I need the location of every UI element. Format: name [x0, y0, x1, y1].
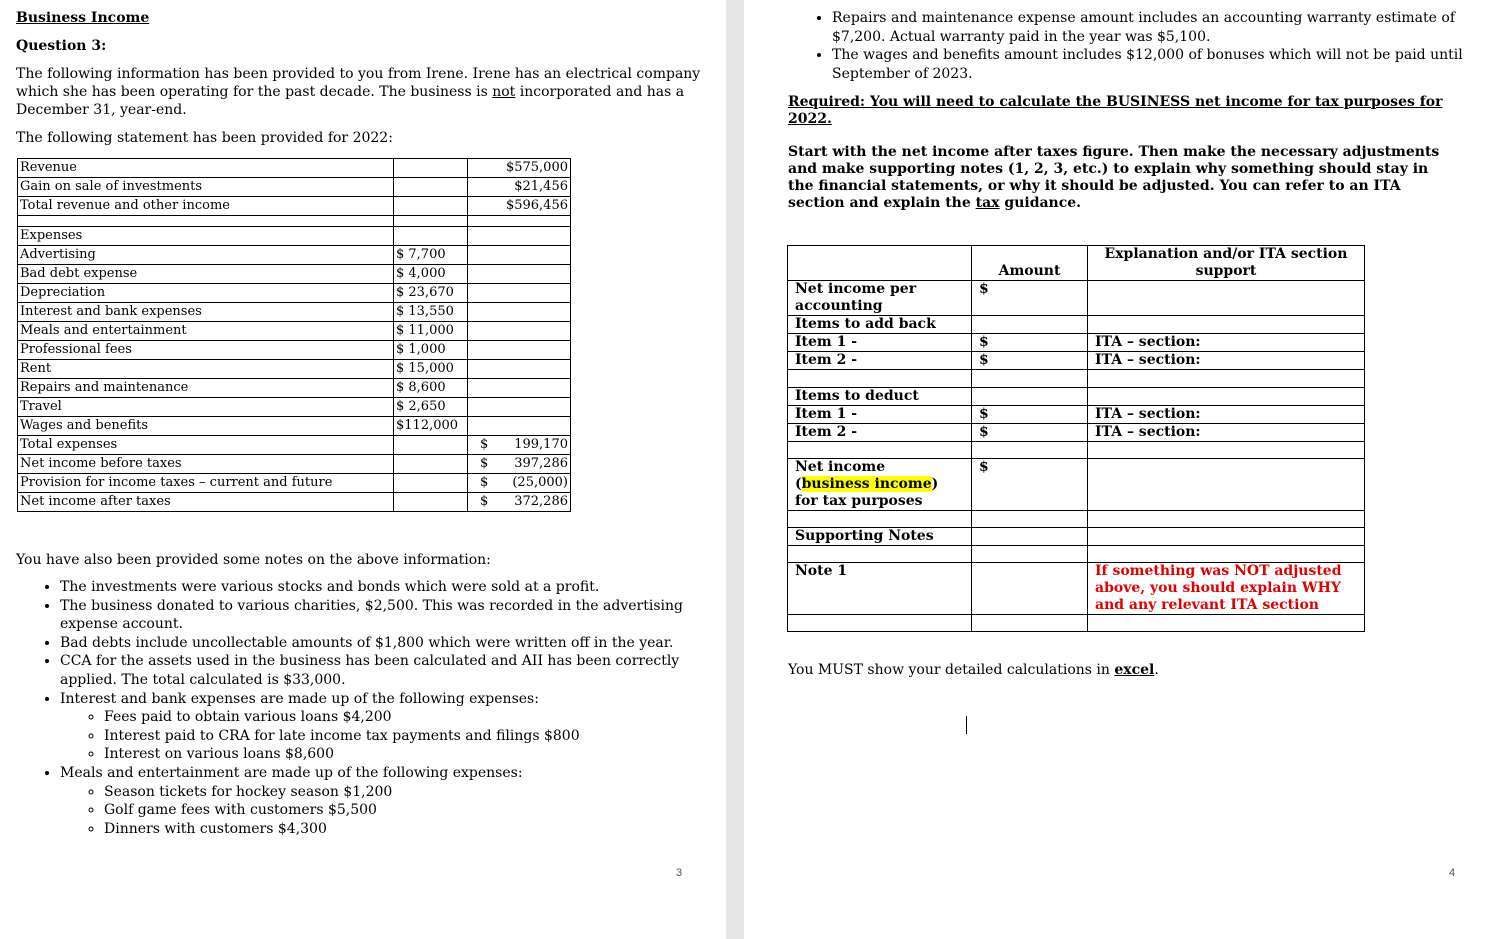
- row-label: Net income before taxes: [18, 455, 394, 474]
- table-row: [18, 436, 571, 455]
- table-row: [788, 316, 1365, 334]
- row-label: Bad debt expense: [18, 265, 394, 284]
- instructions-text: Start with the net income after taxes figure. Then make the necessary adjustments and make supporting notes (1, 2, 3, etc.) to explain why something should stay in the financial statements, or why it should be adjusted. You can refer to an ITA section and explain the: [788, 144, 1440, 211]
- ita-section-cell[interactable]: ITA – section:: [1088, 406, 1365, 424]
- table-row: [18, 360, 571, 379]
- list-item-text: Interest and bank expenses are made up of the following expenses:: [60, 690, 539, 707]
- table-row: [18, 455, 571, 474]
- required-heading: Required: You will need to calculate the BUSINESS net income for tax purposes for 2022.: [788, 94, 1443, 127]
- table-row: [18, 246, 571, 265]
- excel-note: [788, 661, 1159, 679]
- list-item: • The business donated to various charities, $2,500. This was recorded in the advertising expense account.: [60, 597, 726, 634]
- intro-text: which she has been operating for the past decade. The business is: [16, 84, 493, 100]
- row-value: $ 13,550: [394, 303, 468, 322]
- row-value: $ 8,600: [394, 379, 468, 398]
- row-value: 199,170: [514, 437, 568, 452]
- expenses-header: Expenses: [18, 227, 394, 246]
- supporting-notes-header: Supporting Notes: [788, 528, 972, 546]
- row-label: Advertising: [18, 246, 394, 265]
- row-value: $ 15,000: [394, 360, 468, 379]
- dollar-sign: $: [480, 494, 489, 509]
- list-item: ◦ Interest paid to CRA for late income tax payments and filings $800: [104, 727, 726, 746]
- amount-cell[interactable]: $: [972, 334, 1088, 352]
- intro-emphasis: not: [492, 84, 516, 100]
- excel-note-text: You MUST show your detailed calculations in: [788, 662, 1115, 678]
- list-item: ◦ Golf game fees with customers $5,500: [104, 801, 726, 820]
- row-value: $21,456: [468, 178, 571, 197]
- text-cursor: [966, 716, 967, 734]
- amount-cell[interactable]: [972, 370, 1088, 388]
- deduct-header: Items to deduct: [788, 388, 972, 406]
- list-item: ◦ Season tickets for hockey season $1,200: [104, 783, 726, 802]
- table-row: [788, 442, 1365, 459]
- explanation-cell[interactable]: [1088, 459, 1365, 511]
- table-row: [18, 322, 571, 341]
- note-1-explanation[interactable]: If something was NOT adjusted above, you should explain WHY and any relevant ITA section: [1088, 563, 1365, 615]
- row-label: Repairs and maintenance: [18, 379, 394, 398]
- ita-section-cell[interactable]: ITA – section:: [1088, 424, 1365, 442]
- row-value: 372,286: [514, 494, 568, 509]
- row-label: Net income after taxes: [18, 493, 394, 512]
- table-row: [788, 352, 1365, 370]
- page-number: 4: [1449, 867, 1456, 879]
- list-item: • CCA for the assets used in the business has been calculated and AII has been correctly applied. The total calculated is $33,000.: [60, 652, 726, 689]
- row-label: Provision for income taxes – current and future: [18, 474, 394, 493]
- intro-line-3: December 31, year-end.: [16, 102, 187, 118]
- list-item: • Repairs and maintenance expense amount includes an accounting warranty estimate of $7,200. Actual warranty paid in the year was $5,100.: [832, 9, 1472, 46]
- row-label: Total expenses: [18, 436, 394, 455]
- explanation-cell[interactable]: [1088, 546, 1365, 563]
- dollar-sign: $: [480, 437, 489, 452]
- list-item: [60, 690, 726, 764]
- list-item: • The wages and benefits amount includes $12,000 of bonuses which will not be paid until September of 2023.: [832, 46, 1472, 83]
- table-row: [18, 159, 571, 178]
- amount-cell[interactable]: $: [972, 281, 1088, 316]
- notes-intro: You have also been provided some notes on the above information:: [16, 552, 491, 568]
- row-label: Rent: [18, 360, 394, 379]
- amount-cell[interactable]: $: [972, 424, 1088, 442]
- amount-cell[interactable]: $: [972, 406, 1088, 424]
- list-item: ◦ Dinners with customers $4,300: [104, 820, 726, 839]
- page-4: [744, 0, 1489, 939]
- explanation-cell[interactable]: [1088, 316, 1365, 334]
- header-explanation: Explanation and/or ITA section support: [1088, 246, 1365, 281]
- row-value: $ 4,000: [394, 265, 468, 284]
- intro-line-1: The following information has been provided to you from Irene. Irene has an electrical company: [16, 66, 701, 82]
- table-row: [18, 398, 571, 417]
- table-row: [18, 493, 571, 512]
- dollar-sign: $: [480, 456, 489, 471]
- row-value: $112,000: [394, 417, 468, 436]
- table-row: [18, 341, 571, 360]
- label-text: Net income (: [795, 459, 886, 492]
- list-item: • The investments were various stocks and bonds which were sold at a profit.: [60, 578, 726, 597]
- table-row: [788, 546, 1365, 563]
- meals-sublist: [60, 783, 726, 839]
- table-row: [18, 227, 571, 246]
- row-value: $575,000: [468, 159, 571, 178]
- table-row: [788, 459, 1365, 511]
- amount-cell[interactable]: [972, 388, 1088, 406]
- instructions-text: guidance.: [999, 195, 1082, 211]
- add-back-header: Items to add back: [788, 316, 972, 334]
- explanation-cell[interactable]: [1088, 388, 1365, 406]
- intro-line-2: [16, 83, 684, 101]
- row-label: Depreciation: [18, 284, 394, 303]
- add-item-1-label: Item 1 -: [788, 334, 972, 352]
- statement-intro: The following statement has been provided for 2022:: [16, 130, 393, 146]
- instructions-emphasis: tax: [975, 195, 1000, 211]
- table-row: [18, 284, 571, 303]
- ita-section-cell[interactable]: ITA – section:: [1088, 334, 1365, 352]
- row-label: Professional fees: [18, 341, 394, 360]
- amount-cell[interactable]: [972, 615, 1088, 632]
- net-income-accounting-label: Net income per accounting: [788, 281, 972, 316]
- deduct-item-1-label: Item 1 -: [788, 406, 972, 424]
- row-label: Total revenue and other income: [18, 197, 394, 216]
- explanation-cell[interactable]: [1088, 615, 1365, 632]
- table-row: [788, 511, 1365, 528]
- explanation-cell[interactable]: [1088, 370, 1365, 388]
- explanation-cell[interactable]: [1088, 281, 1365, 316]
- list-item-text: Meals and entertainment are made up of the following expenses:: [60, 764, 523, 781]
- row-value: 397,286: [514, 456, 568, 471]
- amount-cell[interactable]: $: [972, 352, 1088, 370]
- amount-cell[interactable]: [972, 528, 1088, 546]
- label-text: ) for tax purposes: [795, 476, 939, 509]
- row-label: Travel: [18, 398, 394, 417]
- notes-list: [16, 578, 726, 838]
- page-number: 3: [676, 867, 683, 879]
- table-row: [18, 379, 571, 398]
- ita-section-cell[interactable]: ITA – section:: [1088, 352, 1365, 370]
- row-value: $ 1,000: [394, 341, 468, 360]
- list-item: ◦ Interest on various loans $8,600: [104, 745, 726, 764]
- table-row: [18, 417, 571, 436]
- amount-cell[interactable]: [972, 546, 1088, 563]
- list-item: • Bad debts include uncollectable amounts of $1,800 which were written off in the year.: [60, 634, 726, 653]
- row-label: Wages and benefits: [18, 417, 394, 436]
- header-amount: Amount: [972, 246, 1088, 281]
- add-item-2-label: Item 2 -: [788, 352, 972, 370]
- table-row: [788, 406, 1365, 424]
- net-income-tax-label: [788, 459, 972, 511]
- intro-text: incorporated and has a: [515, 84, 685, 100]
- list-item: ◦ Fees paid to obtain various loans $4,200: [104, 708, 726, 727]
- amount-cell[interactable]: $: [972, 459, 1088, 511]
- row-value: (25,000): [512, 475, 568, 490]
- explanation-cell[interactable]: [1088, 442, 1365, 459]
- row-value: $ 7,700: [394, 246, 468, 265]
- row-value: $ 11,000: [394, 322, 468, 341]
- row-value: $596,456: [468, 197, 571, 216]
- table-row: [788, 370, 1365, 388]
- row-label: Interest and bank expenses: [18, 303, 394, 322]
- row-label: Gain on sale of investments: [18, 178, 394, 197]
- table-row: [18, 303, 571, 322]
- table-row: [788, 334, 1365, 352]
- explanation-cell[interactable]: [1088, 528, 1365, 546]
- table-row: [18, 178, 571, 197]
- list-item: [60, 764, 726, 838]
- row-label: Revenue: [18, 159, 394, 178]
- row-label: Meals and entertainment: [18, 322, 394, 341]
- tax-calculation-table: [787, 245, 1365, 632]
- note-1-label: Note 1: [788, 563, 972, 615]
- excel-emphasis: excel: [1114, 662, 1155, 678]
- table-row: [18, 265, 571, 284]
- explanation-cell[interactable]: [1088, 511, 1365, 528]
- excel-note-text: .: [1154, 662, 1159, 678]
- table-row: [788, 615, 1365, 632]
- question-title: Question 3:: [16, 38, 107, 54]
- amount-cell[interactable]: [972, 316, 1088, 334]
- income-statement-table: [17, 158, 571, 512]
- table-row: [788, 424, 1365, 442]
- row-value: $ 2,650: [394, 398, 468, 417]
- table-row: [788, 528, 1365, 546]
- row-value: $ 23,670: [394, 284, 468, 303]
- page-3: [0, 0, 726, 939]
- table-row: [18, 216, 571, 227]
- amount-cell[interactable]: [972, 511, 1088, 528]
- table-row: [788, 388, 1365, 406]
- table-row: [788, 281, 1365, 316]
- instructions: [788, 144, 1448, 212]
- table-row: [18, 197, 571, 216]
- amount-cell[interactable]: [972, 442, 1088, 459]
- highlighted-text: business income: [801, 476, 932, 492]
- section-heading: Business Income: [16, 10, 150, 26]
- notes-list-continued: [788, 9, 1472, 83]
- table-row: [788, 246, 1365, 281]
- table-row: [18, 474, 571, 493]
- deduct-item-2-label: Item 2 -: [788, 424, 972, 442]
- table-row: [788, 563, 1365, 615]
- interest-sublist: [60, 708, 726, 764]
- dollar-sign: $: [480, 475, 489, 490]
- amount-cell[interactable]: [972, 563, 1088, 615]
